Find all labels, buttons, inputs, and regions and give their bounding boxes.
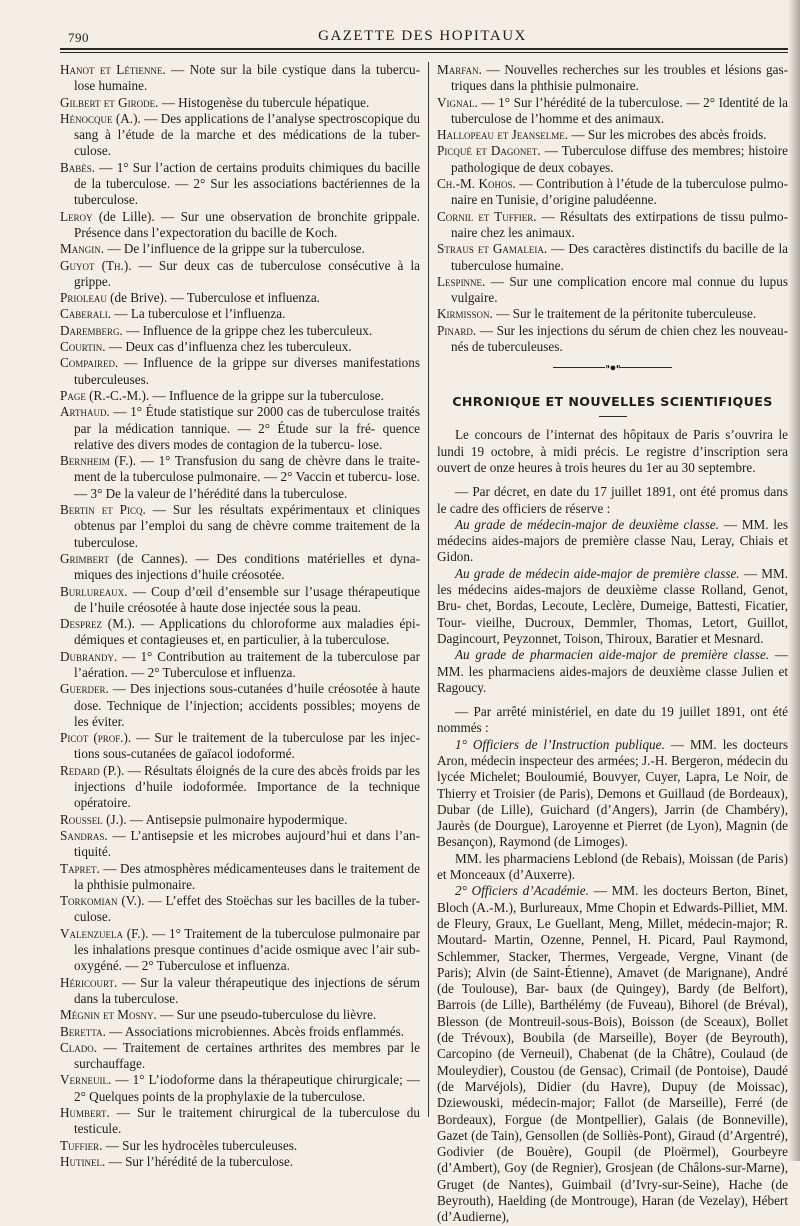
communication-entry [60,388,420,404]
paragraph-decret: — Par décret, en date du 17 juillet 1891, ont été promus dans le cadre des officiers de réserve : [437,484,788,516]
communication-entry [437,62,788,95]
author-name: Gilbert et Girode. [60,94,159,110]
communication-title: — Sur deux cas de tuberculose consécutive à la grippe. [74,257,420,289]
communication-entry [60,681,420,730]
communication-title: — Histogenèse du tubercule hépatique. [158,94,370,110]
page-edge-shadow [788,0,800,1161]
author-name: Arthaud. [60,404,110,420]
communication-entry [60,1105,420,1138]
author-name: Marfan. [437,62,482,77]
author-name: Caberali. [60,306,112,322]
communication-title: — Résultats des extirpations de tissu pulmo- naire chez les animaux. [451,208,788,240]
communication-entry [437,323,788,356]
communication-title: — Sur une complication encore mal connue du lupus vulgaire. [451,273,788,306]
communication-title: — Sur les hydrocèles tuberculeuses. [102,1137,298,1153]
communication-entry [437,241,788,274]
communication-title: — Deux cas d’influenza chez les tuberculeux. [105,339,352,355]
grade-text: — MM. les pharmaciens aides-majors de deuxième classe Julien et Ragoucy. [437,647,788,695]
communication-title: — Applications du chloroforme aux maladies épi- démiques et contagieuses et, en particulier, à la tuberculose. [74,616,420,648]
author-name: Hallopeau et Jeanselme. [437,127,569,143]
communication-entry [60,502,420,551]
communication-title: (de Lille). — Sur une observation de bronchite grippale. Présence dans l’expectoration du bacille de Koch. [74,208,420,240]
communication-title: — Nouvelles recherches sur les troubles et lésions gas- triques dans la phthisie pulmonaire. [451,62,788,94]
communication-title: — Sur le traitement de la péritonite tuberculeuse. [492,306,757,322]
author-name: Mangin. [60,241,105,257]
communication-entry [60,1007,420,1023]
communication-entry [60,453,420,502]
author-name: Bertin et Picq. [60,502,146,518]
paragraph-pharmacien [437,647,788,696]
section-title: CHRONIQUE ET NOUVELLES SCIENTIFIQUES [452,394,773,410]
author-name: Mégnin et Mosny. [60,1007,157,1023]
communication-title: — Sur la valeur thérapeutique des injections de sérum dans la tuberculose. [74,974,420,1006]
communication-title: — De l’influence de la grippe sur la tuberculose. [104,241,365,257]
communication-entry [60,1072,420,1105]
paragraph-arrete: — Par arrêté ministériel, en date du 19 juillet 1891, ont été nommés : [437,704,788,736]
communication-entry [60,828,420,861]
author-name: Pinard. [437,322,477,338]
author-name: Tapret. [60,860,100,876]
paragraph-aide-major [437,566,788,647]
communication-title: — Tuberculose diffuse des membres; histoire pathologique de deux cobayes. [451,143,788,175]
author-name: Hanot et Létienne. [60,62,166,77]
communication-entry [60,812,420,828]
author-name: Tuffier. [60,1137,103,1153]
author-name: Torkomian (V.). [60,893,145,909]
author-name: Héricourt. [60,974,118,990]
author-name: Sandras. [60,827,108,843]
honor-text: — MM. les docteurs Aron, médecin inspecteur des armées; J.-H. Bergeron, médecin du lycée Michelet; Bouloumié, Bouvyer, Cuyer, Lapra, Le Noir, de Thierry et Troisier (de Paris), Demons et Guillaud (de Bordeaux), Dubar (de Lille), Guichard (d’Angers), Jarrin (de Chambéry), Jaurès (de Dourgue), Laroyenne et Pierret (de Lyon), Magnin (de Besançon), Raymond (de Limoges). [437,736,789,850]
communication-entry [60,290,420,306]
communication-title: — 1° Contribution au traitement de la tuberculose par l’aération. — 2° Tuberculose et influenza. [74,648,420,680]
communication-entry [437,274,788,307]
author-name: Lespinne. [437,273,486,289]
communication-title: — Des injections sous-cutanées d’huile créosotée à haute dose. Technique de l’injection; accidents possibles; moyens de les éviter. [74,681,420,729]
communication-title: — Des caractères distinctifs du bacille de la tuberculose humaine. [451,241,788,273]
communication-entry [60,551,420,584]
author-name: Cornil et Tuffier. [437,208,537,224]
communication-entry [60,306,420,322]
communication-title: — Résultats éloignés de la cure des abcès froids par les injections d’huile iodoformée. Importance de la technique opératoire. [74,762,421,811]
author-name: Hutinel. [60,1153,106,1169]
communication-title: — Traitement de certaines arthrites des membres par le surchauffage. [74,1039,420,1072]
communication-entry [60,160,420,209]
communication-entry [60,62,420,95]
communication-title: — Associations microbiennes. Abcès froids enflammés. [105,1023,405,1039]
communication-entry [60,209,420,242]
author-name: Ch.-M. Kohos. [437,176,516,192]
communication-title: — 1° Étude statistique sur 2000 cas de tuberculose traités par la médication tannique. — 2° Étude sur la fré- quence relative des divers modes de contagion de la tubercu- lose. [74,404,420,452]
communication-title: — Des applications de l’analyse spectroscopique du sang à l’étude de la marche et des médications de la tuber- culose. [74,110,420,159]
communication-title: (de Brive). — Tuberculose et influenza. [106,290,320,306]
author-name: Babès. [60,159,96,175]
author-name: Kirmisson. [437,306,493,322]
communication-entry [60,1154,420,1170]
author-name: Grimbert [60,550,109,566]
author-name: Roussel (J.). [60,811,127,827]
author-name: Redard (P.). [60,762,125,778]
communication-entry [437,176,788,209]
communication-list-continued [437,62,788,355]
paragraph-instruction-publique [437,737,788,851]
communication-entry [60,861,420,894]
author-name: Leroy [60,208,93,224]
author-name: Bernheim (F.). [60,453,137,469]
communication-entry [60,355,420,388]
paragraph-pharmaciens: MM. les pharmaciens Leblond (de Rebais), Moissan (de Paris) et Monceaux (d’Auxerre). [437,850,788,883]
grade-text: — MM. les médecins aides-majors de première classe Nau, Leray, Chiais et Gidon. [437,516,788,565]
communication-entry [437,143,788,176]
author-name: Daremberg. [60,322,123,338]
communication-entry [60,111,420,160]
author-name: Hénocque (A.). [60,110,141,126]
communication-entry [60,323,420,339]
communication-title: — 1° Traitement de la tuberculose pulmonaire par les inhalations presque continues d’acide osmique avec l’air sub-oxygéné. — 2° Tuberculose et influenza. [74,925,420,974]
header-rule-thin [60,52,788,53]
paragraph-medecin-major [437,517,788,566]
author-name: Guerder. [60,681,109,697]
author-name: Courtin. [60,339,106,355]
communication-entry [60,95,420,111]
author-name: Compaired. [60,355,119,371]
author-name: Picot (prof.). [60,730,132,746]
grade-label: Au grade de pharmacien aide-major de première classe. [455,647,770,663]
author-name: Dubrandy. [60,648,118,664]
column-divider [428,62,429,1117]
author-name: Clado. [60,1039,98,1055]
grade-label: Au grade de médecin-major de deuxième classe. [455,516,720,532]
communication-title: — Sur une pseudo-tuberculose du lièvre. [156,1007,377,1023]
communication-entry [437,95,788,128]
communication-title: — L’effet des Stoëchas sur les bacilles de la tuber- culose. [74,893,420,925]
communication-entry [60,975,420,1008]
communication-entry [60,339,420,355]
left-column [60,62,420,1170]
communication-title: — Sur le traitement chirurgical de la tuberculose du testicule. [74,1105,420,1137]
header-rule [60,48,788,50]
communication-title: — Des atmosphères médicamenteuses dans le traitement de la phthisie pulmonaire. [74,860,420,892]
communication-entry [60,926,420,975]
communication-title: — 1° Transfusion du sang de chèvre dans le traite- ment de la tuberculose pulmonaire. — 2° Vaccin et tubercu- lose. — 3° De la valeur de l’hérédité dans la tuberculose. [74,453,420,501]
communication-title: — Sur le traitement de la tuberculose par les injec- tions sous-cutanées de gaïacol iodoformé. [74,730,420,762]
author-name: Page (R.-C.-M.). [60,387,150,403]
author-name: Vignal. [437,94,478,110]
author-name: Valenzuela (F.). [60,925,149,941]
author-name: Guyot (Th.). [60,257,132,273]
communication-title: — Sur les injections du sérum de chien chez les nouveau- nés de tuberculeuses. [451,322,788,355]
communication-title: — Sur l’hérédité de la tuberculose. [105,1153,294,1169]
communication-title: — Antisepsie pulmonaire hypodermique. [126,811,348,827]
communication-entry [60,404,420,453]
communication-title: — 1° L’iodoforme dans la thérapeutique chirurgicale; — 2° Quelques points de la prophylaxie de la tuberculose. [74,1072,420,1104]
paragraph-officiers-academie [437,883,788,1225]
communication-title: — Influence de la grippe sur diverses manifestations tuberculeuses. [74,355,420,387]
page-number: 790 [68,30,89,45]
right-column [437,62,788,1226]
communication-title: — Sur les résultats expérimentaux et cliniques obtenus par l’emploi du sang de chèvre comme traitement de la tuberculose. [74,502,420,550]
communication-entry [60,1138,420,1154]
author-name: Burlureaux. [60,583,128,599]
communication-title: — Sur les microbes des abcès froids. [568,127,767,143]
communication-title: — Coup d’œil d’ensemble sur l’usage thérapeutique de l’huile créosotée à haute dose injectée sous la peau. [74,583,420,615]
communication-title: — Influence de la grippe sur la tuberculose. [149,387,384,403]
author-name: Picqué et Dagonet. [437,143,541,159]
communication-entry [60,616,420,649]
paragraph-internat: Le concours de l’internat des hôpitaux de Paris s’ouvrira le lundi 19 octobre, à midi précis. Le registre d’inscription sera ouvert de onze heures à trois heures du 1er au 30 septembre. [437,427,788,475]
honor-label: 1° Officiers de l’Instruction publique. [455,736,665,752]
author-name: Beretta. [60,1023,106,1039]
communication-entry [437,209,788,242]
honor-text: — MM. les docteurs Berton, Binet, Bloch (A.-M.), Burlureaux, Mme Chopin et Edwards-Pilliet, MM. de Fleury, Graux, Le Guellant, Meng, Millet, médecin-major; R. Moutard- Martin, Ozenne, Pennel, H. Picard, Paul Raymond, Schlemmer, Stacker, Thermes, Vergeade, Vergne, Vinant (de Paris); Alvin (de Saint-Étienne), Amavet (de Marignane), André (de Toulouse), Bar- baux (de Quingey), Bardy (de Belfort), Barrois (de Lille), Barthélémy (de Fuveau), Bihorel (de Bréval), Blesson (de Montreuil-sous-Bois), Boisson (de Sceaux), Bollet (de Trévoux), Boubila (de Marseille), Boyer (de Beyrouth), Carcopino (de Verneuil), Chabenat (de la Châtre), Coulaud (de Mouleydier), Coustou (de Gensac), Crimail (de Pontoise), Daudé (de Marvéjols), Didier (du Havre), Dupuy (de Moissac), Dziewouski, médecin-major; Fallot (de Marseille), Ferré (de Bordeaux), Forgue (de Montpellier), Galais (de Bonneville), Gazet (de Tain), Gensollen (de Solliès-Pont), Giraud (d’Argentré), Godivier (de Bouère), Goupil (de Ploërmel), Gourbeyre (d’Ambert), Goy (de Regnier), Grosjean (de Châlons-sur-Marne), Gruget (de Nantes), Guimbail (d’Ivry-sur-Seine), Hache (de Beyrouth), Haelding (de Montrouge), Haran (de Vezelay), Hébert (d’Audierne), [437,883,788,1225]
communication-title: — Influence de la grippe chez les tuberculeux. [122,322,373,338]
title-rule [599,416,627,417]
section-ornament: ⁍●⁌ [437,361,788,374]
communication-title: — 1° Sur l’hérédité de la tuberculose. — 2° Identité de la tuberculose de l’homme et des animaux. [451,94,788,126]
page-header [60,24,785,46]
communication-title: — L’antisepsie et les microbes aujourd’hui et dans l’an- tiquité. [74,827,420,860]
communication-entry [60,763,420,812]
communication-entry [60,893,420,926]
author-name: Verneuil. [60,1072,112,1088]
honor-label: 2° Officiers d’Académie. [455,883,589,899]
communication-title: (de Cannes). — Des conditions matérielles et dyna- miques des injections d’huile créosotée. [74,550,420,583]
communication-entry [60,241,420,257]
author-name: Humbert. [60,1105,110,1120]
communication-entry [437,306,788,322]
journal-title: GAZETTE DES HOPITAUX [318,28,527,44]
communication-entry [60,649,420,682]
author-name: Straus et Gamaleia. [437,241,548,257]
grade-label: Au grade de médecin aide-major de première classe. [455,565,740,581]
communication-entry [60,584,420,617]
author-name: Desprez (M.). [60,616,135,632]
communication-entry [437,127,788,143]
grade-text: — MM. les médecins aides-majors de deuxième classe Rolland, Genot, Bru- chet, Bordas, Lecoute, Leclère, Dumeige, Battesti, Ficatier, Tour- vieilhe, Ducroux, Demmler, Thomas, Letort, Guillot, Dagincourt, Peyzonnet, Toison, Thiroux, Baratier et Mesnard. [437,565,789,646]
author-name: Prioleau [60,290,107,306]
communication-title: — Contribution à l’étude de la tuberculose pulmo- naire en Tunisie, d’origine paludéenne. [451,176,788,208]
communication-entry [60,730,420,763]
communication-entry [60,1024,420,1040]
communication-entry [60,258,420,291]
communication-title: — La tuberculose et l’influenza. [111,306,286,322]
communication-title: — Note sur la bile cystique dans la tubercu- lose humaine. [74,62,420,94]
communication-entry [60,1040,420,1073]
communication-title: — 1° Sur l’action de certains produits chimiques du bacille de la tuberculose. — 2° Sur les associations bactériennes de la tuberculose. [74,159,420,208]
